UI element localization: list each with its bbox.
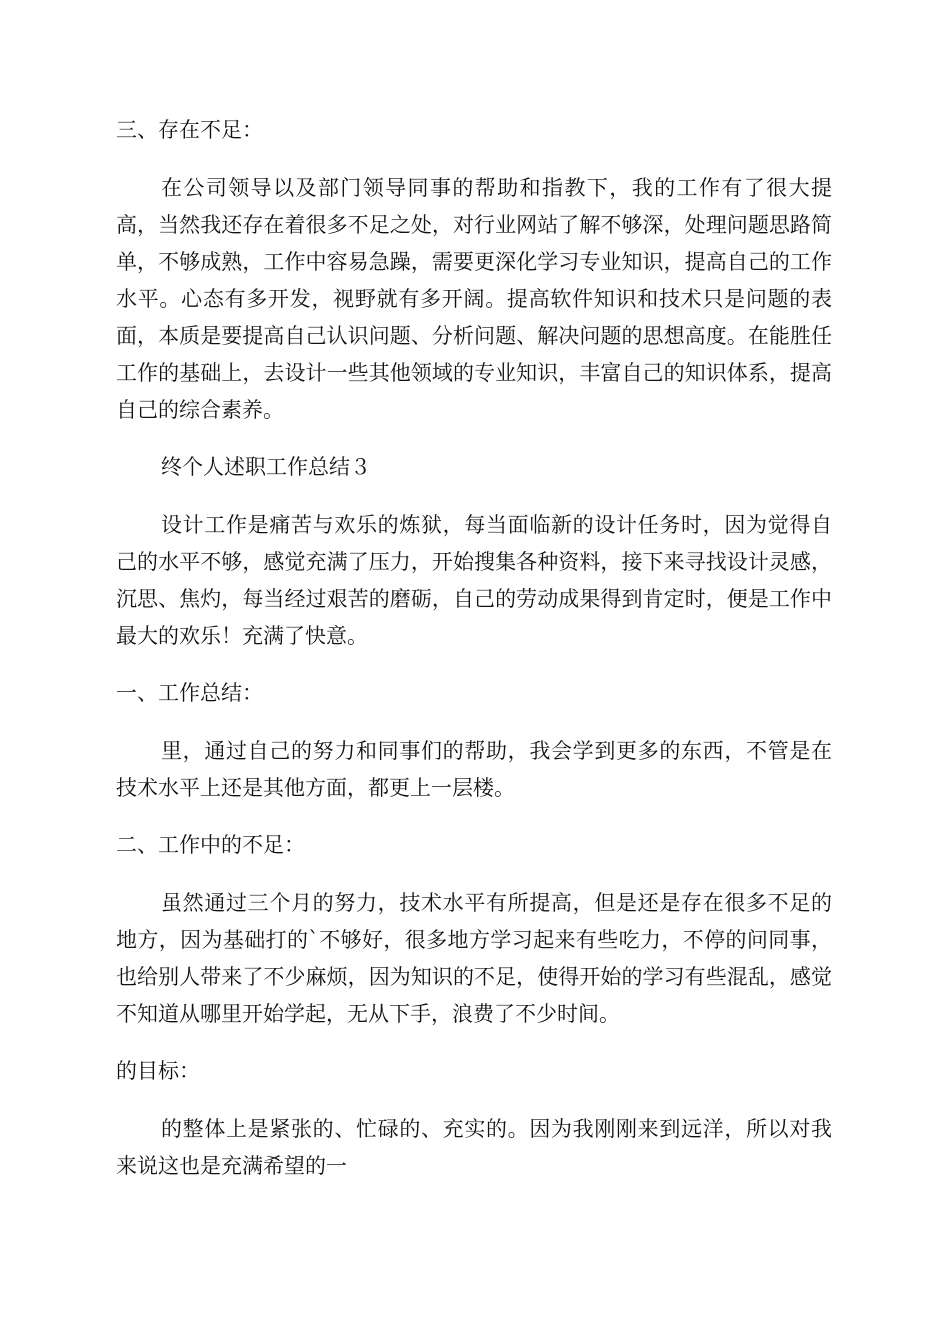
heading-work-summary: 一、工作总结： — [116, 681, 263, 705]
paragraph-shortcomings: 在公司领导以及部门领导同事的帮助和指教下，我的工作有了很大提高，当然我还存在着很多不足之处，对行业网站了解不够深，处理问题思路简单，不够成熟，工作中容易急躁，需要更深化学习专业知识，提高自己的工作水平。心态有多开发，视野就有多开阔。提高软件知识和技术只是问题的表面，本质是要提高自己认识问题、分析问题、解决问题的思想高度。在能胜任工作的基础上，去设计一些其他领域的专业知识，丰富自己的知识体系，提高自己的综合素养。 — [116, 176, 832, 422]
paragraph-work-summary: 里，通过自己的努力和同事们的帮助，我会学到更多的东西，不管是在技术水平上还是其他方面，都更上一层楼。 — [116, 739, 832, 800]
heading-work-deficiencies: 二、工作中的不足： — [116, 833, 305, 857]
heading-goals: 的目标： — [116, 1059, 200, 1083]
section-title-summary-3: 终个人述职工作总结３ — [161, 455, 371, 479]
paragraph-goals: 的整体上是紧张的、忙碌的、充实的。因为我刚刚来到远洋，所以对我来说这也是充满希望的一 — [116, 1117, 832, 1178]
heading-shortcomings: 三、存在不足： — [116, 118, 263, 142]
paragraph-work-deficiencies: 虽然通过三个月的努力，技术水平有所提高，但是还是存在很多不足的地方，因为基础打的`不够好，很多地方学习起来有些吃力，不停的问同事，也给别人带来了不少麻烦，因为知识的不足，使得开始的学习有些混乱，感觉不知道从哪里开始学起，无从下手，浪费了不少时间。 — [116, 891, 832, 1026]
document-page — [116, 112, 832, 1205]
paragraph-design-work: 设计工作是痛苦与欢乐的炼狱，每当面临新的设计任务时，因为觉得自己的水平不够，感觉充满了压力，开始搜集各种资料，接下来寻找设计灵感，沉思、焦灼，每当经过艰苦的磨砺，自己的劳动成果得到肯定时，便是工作中最大的欢乐！充满了快意。 — [116, 513, 832, 648]
